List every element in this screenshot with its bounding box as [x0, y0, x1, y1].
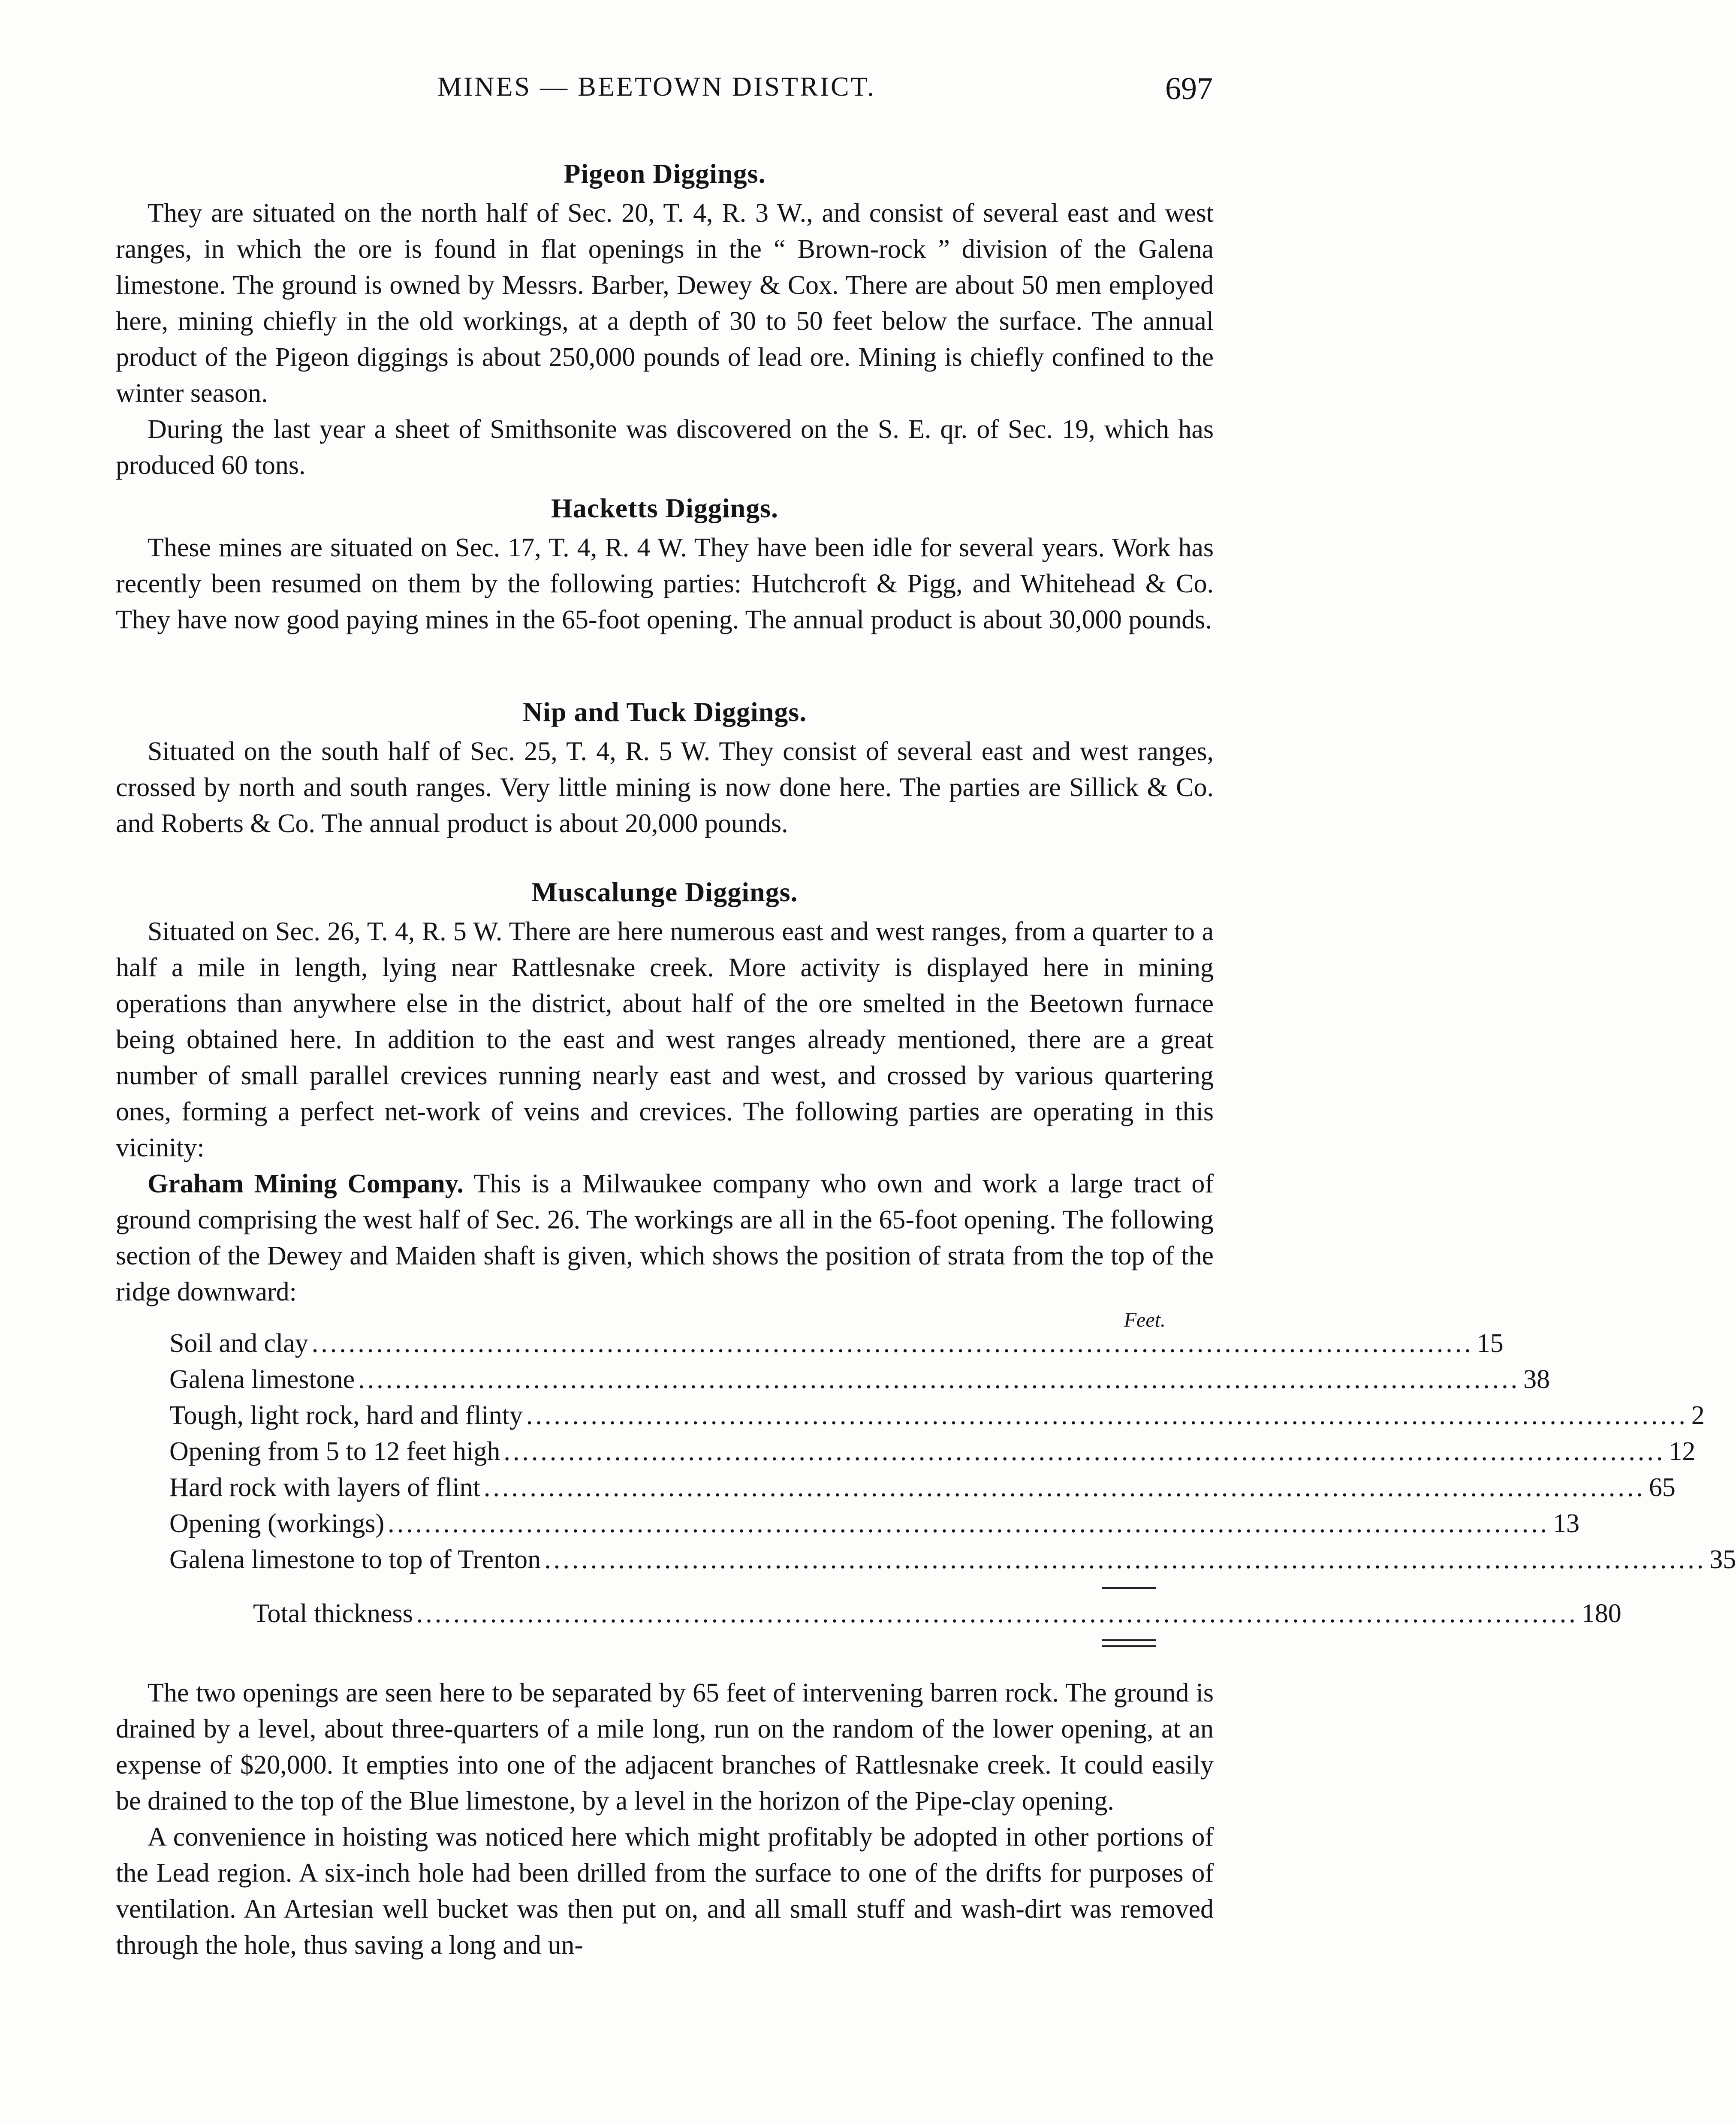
strata-feet: 65 — [1649, 1473, 1676, 1502]
leader-dots: .............................................................................................................................. — [388, 1509, 1550, 1538]
leader-dots: .............................................................................................................................. — [416, 1599, 1578, 1628]
leader-dots: .............................................................................................................................. — [544, 1545, 1706, 1574]
paragraph-hoisting: A convenience in hoisting was noticed here which might profitably be adopted in other portions of the Lead region. A six-inch hole had been drilled from the surface to one of the drifts for purposes of ventilation. An Artesian well bucket was then put on, and all small stuff and wash-dirt was removed through the hole, thus saving a long and un- — [116, 1822, 1214, 1960]
strata-label: Tough, light rock, hard and flinty — [169, 1401, 523, 1430]
section-pigeon — [116, 152, 1214, 483]
total-label: Total thickness — [253, 1599, 413, 1628]
strata-label: Galena limestone to top of Trenton — [169, 1545, 541, 1574]
paragraph-graham-mining — [116, 1166, 1214, 1310]
strata-row-4 — [169, 1433, 1696, 1469]
leader-dots: .............................................................................................................................. — [311, 1329, 1474, 1358]
strata-feet: 13 — [1553, 1509, 1580, 1538]
section-closing — [116, 1675, 1214, 1963]
graham-company-name: Graham Mining Company. — [148, 1169, 464, 1198]
strata-row-3 — [169, 1397, 1705, 1433]
strata-row-1 — [169, 1325, 1504, 1361]
strata-label: Opening (workings) — [169, 1509, 385, 1538]
strata-label: Opening from 5 to 12 feet high — [169, 1437, 500, 1466]
leader-dots: .............................................................................................................................. — [526, 1401, 1688, 1430]
paragraph-pigeon-2: During the last year a sheet of Smithsonite was discovered on the S. E. qr. of Sec. 19, which has produced 60 tons. — [116, 415, 1214, 480]
leader-dots: .............................................................................................................................. — [483, 1473, 1646, 1502]
leader-dots: .............................................................................................................................. — [503, 1437, 1666, 1466]
running-head — [146, 71, 1213, 118]
strata-label: Galena limestone — [169, 1365, 355, 1394]
strata-feet: 12 — [1669, 1437, 1696, 1466]
page-number: 697 — [1165, 71, 1213, 106]
heading-nip-and-tuck-diggings: Nip and Tuck Diggings. — [522, 697, 807, 727]
section-muscalunge — [116, 871, 1214, 1310]
strata-row-7 — [169, 1542, 1736, 1578]
strata-feet: 35 — [1709, 1545, 1736, 1574]
strata-label: Soil and clay — [169, 1329, 308, 1358]
heading-hacketts-diggings: Hacketts Diggings. — [551, 493, 778, 523]
double-rule-top — [1102, 1639, 1156, 1641]
paragraph-nip-and-tuck-1: Situated on the south half of Sec. 25, T. 4, R. 5 W. They consist of several east and west ranges, crossed by north and south ranges. Very little mining is now done here. The parties are Sillick & Co. and Roberts & Co. The annual product is about 20,000 pounds. — [116, 737, 1214, 838]
leader-dots: .............................................................................................................................. — [358, 1365, 1520, 1394]
strata-row-2 — [169, 1361, 1550, 1397]
strata-feet: 2 — [1691, 1401, 1705, 1430]
section-hacketts — [116, 487, 1214, 638]
graham-description: This is a Milwaukee company who own and work a large tract of ground comprising the west half of Sec. 26. The workings are all in the 65-foot opening. The following section of the Dewey and Maiden shaft is given, which shows the position of strata from the top of the ridge downward: — [116, 1169, 1214, 1306]
section-nip-and-tuck — [116, 691, 1214, 842]
sum-rule — [1102, 1587, 1156, 1589]
strata-label: Hard rock with layers of flint — [169, 1473, 480, 1502]
total-feet: 180 — [1581, 1599, 1621, 1628]
heading-muscalunge-diggings: Muscalunge Diggings. — [531, 877, 798, 907]
strata-feet: 15 — [1477, 1329, 1504, 1358]
strata-total-row — [253, 1596, 1621, 1632]
double-rule-bottom — [1102, 1645, 1156, 1647]
feet-column-header: Feet. — [1124, 1309, 1166, 1331]
paragraph-drainage: The two openings are seen here to be separated by 65 feet of intervening barren rock. The ground is drained by a level, about three-quarters of a mile long, run on the random of the lower opening, at an expense of $20,000. It empties into one of the adjacent branches of Rattlesnake creek. It could easily be drained to the top of the Blue limestone, by a level in the horizon of the Pipe-clay opening. — [116, 1678, 1214, 1816]
paragraph-pigeon-1: They are situated on the north half of Sec. 20, T. 4, R. 3 W., and consist of several east and west ranges, in which the ore is found in flat openings in the “ Brown-rock ” division of the Galena limestone. The ground is owned by Messrs. Barber, Dewey & Cox. There are about 50 men employed here, mining chiefly in the old workings, at a depth of 30 to 50 feet below the surface. The annual product of the Pigeon diggings is about 250,000 pounds of lead ore. Mining is chiefly confined to the winter season. — [116, 199, 1214, 408]
heading-pigeon-diggings: Pigeon Diggings. — [564, 158, 766, 189]
strata-row-5 — [169, 1469, 1676, 1506]
strata-feet: 38 — [1523, 1365, 1550, 1394]
running-title: MINES — BEETOWN DISTRICT. — [437, 71, 876, 102]
paragraph-muscalunge-1: Situated on Sec. 26, T. 4, R. 5 W. There are here numerous east and west ranges, from a quarter to a half a mile in length, lying near Rattlesnake creek. More activity is displayed here in mining operations than anywhere else in the district, about half of the ore smelted in the Beetown furnace being obtained here. In addition to the east and west ranges already mentioned, there are a great number of small parallel crevices running nearly east and west, and crossed by various quartering ones, forming a perfect net-work of veins and crevices. The following parties are operating in this vicinity: — [116, 917, 1214, 1162]
strata-row-6 — [169, 1506, 1580, 1542]
paragraph-hacketts-1: These mines are situated on Sec. 17, T. 4, R. 4 W. They have been idle for several years. Work has recently been resumed on them by the following parties: Hutchcroft & Pigg, and Whitehead & Co. They have now good paying mines in the 65-foot opening. The annual product is about 30,000 pounds. — [116, 533, 1214, 634]
